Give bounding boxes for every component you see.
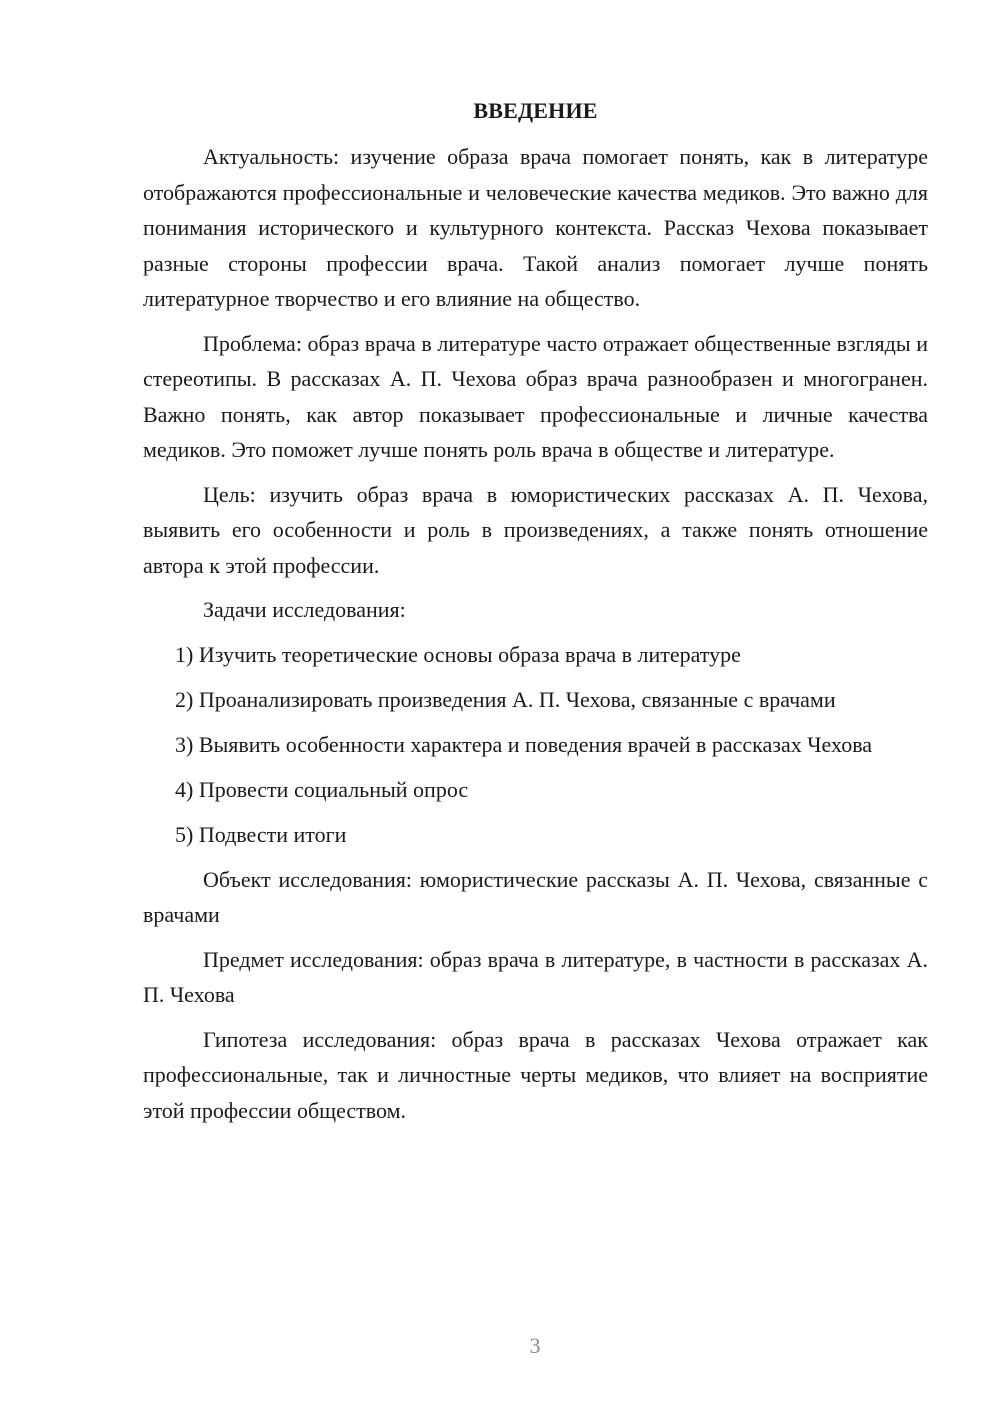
task-item: 1) Изучить теоретические основы образа врача в литературе — [175, 641, 741, 667]
document-page — [143, 93, 928, 1137]
paragraph-goal: Цель: изучить образ врача в юмористических рассказах А. П. Чехова, выявить его особенности и роль в произведениях, а также понять отношение автора к этой профессии. — [143, 481, 928, 578]
task-item: 5) Подвести итоги — [175, 821, 347, 847]
page-number: 3 — [529, 1333, 541, 1358]
paragraph-tasks-heading: Задачи исследования: — [203, 597, 406, 622]
task-item: 2) Проанализировать произведения А. П. Чехова, связанные с врачами — [175, 686, 836, 712]
paragraph-relevance: Актуальность: изучение образа врача помогает понять, как в литературе отображаются профессиональные и человеческие качества медиков. Это важно для понимания исторического и культурного контекста. Рассказ Чехова показывает разные стороны профессии врача. Такой анализ помогает лучше понять литературное творчество и его влияние на общество. — [143, 144, 928, 311]
task-item: 3) Выявить особенности характера и поведения врачей в рассказах Чехова — [175, 731, 873, 757]
paragraph-problem: Проблема: образ врача в литературе часто отражает общественные взгляды и стереотипы. В рассказах А. П. Чехова образ врача разнообразен и многогранен. Важно понять, как автор показывает профессиональные и личные качества медиков. Это поможет лучше понять роль врача в обществе и литературе. — [143, 330, 928, 462]
section-title: ВВЕДЕНИЕ — [473, 98, 598, 123]
paragraph-hypothesis: Гипотеза исследования: образ врача в рассказах Чехова отражает как профессиональные, так и личностные черты медиков, что влияет на восприятие этой профессии обществом. — [143, 1026, 928, 1123]
task-item: 4) Провести социальный опрос — [175, 776, 469, 802]
paragraph-subject: Предмет исследования: образ врача в литературе, в частности в рассказах А. П. Чехова — [143, 946, 928, 1007]
paragraph-object: Объект исследования: юмористические рассказы А. П. Чехова, связанные с врачами — [143, 866, 928, 927]
